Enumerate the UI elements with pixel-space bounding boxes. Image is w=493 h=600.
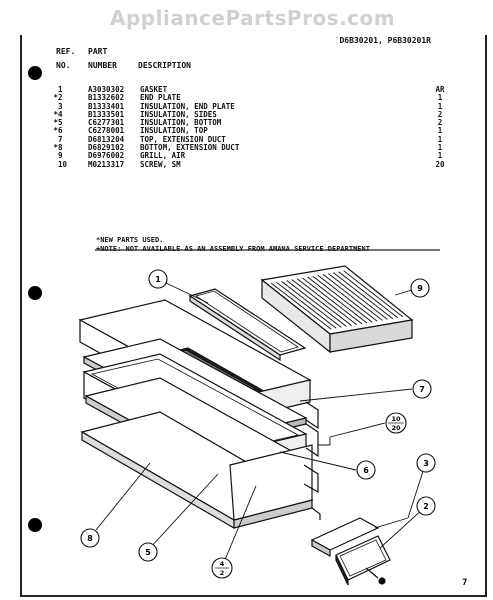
callout-9 <box>411 279 429 297</box>
part-description: INSULATION, TOP <box>140 126 208 136</box>
callout-10 <box>386 413 406 433</box>
callout-5-label: 5 <box>145 548 151 557</box>
callout-7-label: 7 <box>419 385 425 394</box>
part-number: D6829102 <box>88 143 125 153</box>
part-description: GASKET <box>140 85 168 94</box>
ref-number: 1 <box>58 85 63 94</box>
ref-number: 10 <box>58 159 68 169</box>
part-description: BOTTOM, EXTENSION DUCT <box>140 143 240 153</box>
callout-2 <box>417 497 435 515</box>
ref-number: 8 <box>58 143 63 153</box>
part-quantity: 2 <box>437 109 443 119</box>
part-description: END PLATE <box>140 93 181 103</box>
screw-part <box>366 568 385 584</box>
part-description: TOP, EXTENSION DUCT <box>140 134 226 144</box>
part-description: GRILL, AIR <box>140 151 186 161</box>
note-assembly: +NOTE: NOT AVAILABLE AS AN ASSEMBLY FROM AMANA SERVICE DEPARTMENT <box>96 244 370 253</box>
part-number: M0213317 <box>88 159 125 169</box>
callout-10-bottom-label: 20 <box>391 424 401 432</box>
new-part-marker: * <box>53 126 58 136</box>
new-part-marker: * <box>53 93 58 103</box>
callout-4 <box>212 558 232 578</box>
callout-8 <box>81 529 99 547</box>
part-number: D6976002 <box>88 151 125 161</box>
callout-6-label: 6 <box>363 466 369 475</box>
callout-1-label: 1 <box>155 275 161 284</box>
part-description: INSULATION, BOTTOM <box>140 118 222 128</box>
callout-8-label: 8 <box>87 534 93 543</box>
ref-number: 7 <box>58 134 63 144</box>
part-quantity: 20 <box>435 159 445 169</box>
part-quantity: 1 <box>437 101 443 111</box>
watermark: AppliancePartsPros.com <box>110 6 396 30</box>
callout-10-top-label: 10 <box>391 415 401 423</box>
part-number: B1333501 <box>88 109 125 119</box>
part-description: INSULATION, SIDES <box>140 109 217 119</box>
part-quantity: 1 <box>437 134 443 144</box>
callout-4-top-label: 4 <box>219 560 225 568</box>
page-number: 7 <box>462 578 468 588</box>
callout-9-label: 9 <box>417 284 423 293</box>
part-label: PART <box>88 47 108 56</box>
no-label: NO. <box>56 61 71 70</box>
part-number: A3030302 <box>88 85 125 94</box>
ref-number: 9 <box>58 151 63 161</box>
part-quantity: 1 <box>437 151 443 161</box>
callout-1 <box>149 270 167 288</box>
model-numbers: D6B30201, P6B30201R <box>339 36 431 45</box>
ref-number: 3 <box>58 101 63 111</box>
description-label: DESCRIPTION <box>138 61 191 70</box>
callout-5 <box>139 543 157 561</box>
callout-6 <box>357 461 375 479</box>
part-number: D6813204 <box>88 134 125 144</box>
part-quantity: 1 <box>437 143 443 153</box>
callout-3-label: 3 <box>423 459 429 468</box>
ref-number: 4 <box>58 109 63 119</box>
ref-number: 2 <box>58 93 63 103</box>
part-quantity: 2 <box>437 118 443 128</box>
callout-4-bottom-label: 2 <box>219 569 225 577</box>
part-quantity: AR <box>435 85 445 94</box>
ref-number: 5 <box>58 118 63 128</box>
ref-number: 6 <box>58 126 63 136</box>
part-description: INSULATION, END PLATE <box>140 101 235 111</box>
part-description: SCREW, SM <box>140 159 181 169</box>
new-part-marker: * <box>53 143 58 153</box>
number-label: NUMBER <box>88 61 117 70</box>
new-part-marker: * <box>53 118 58 128</box>
new-part-marker: * <box>53 109 58 119</box>
note-new-parts: *NEW PARTS USED. <box>96 236 164 244</box>
part-quantity: 1 <box>437 126 443 136</box>
callout-7 <box>413 380 431 398</box>
part-number: C6277301 <box>88 118 125 128</box>
part-quantity: 1 <box>437 93 443 103</box>
ref-label: REF. <box>56 47 76 56</box>
callout-2-label: 2 <box>423 502 429 511</box>
part-number: B1332602 <box>88 93 125 103</box>
part-number: B1333401 <box>88 101 125 111</box>
callout-3 <box>417 454 435 472</box>
part-number: C6278001 <box>88 126 125 136</box>
